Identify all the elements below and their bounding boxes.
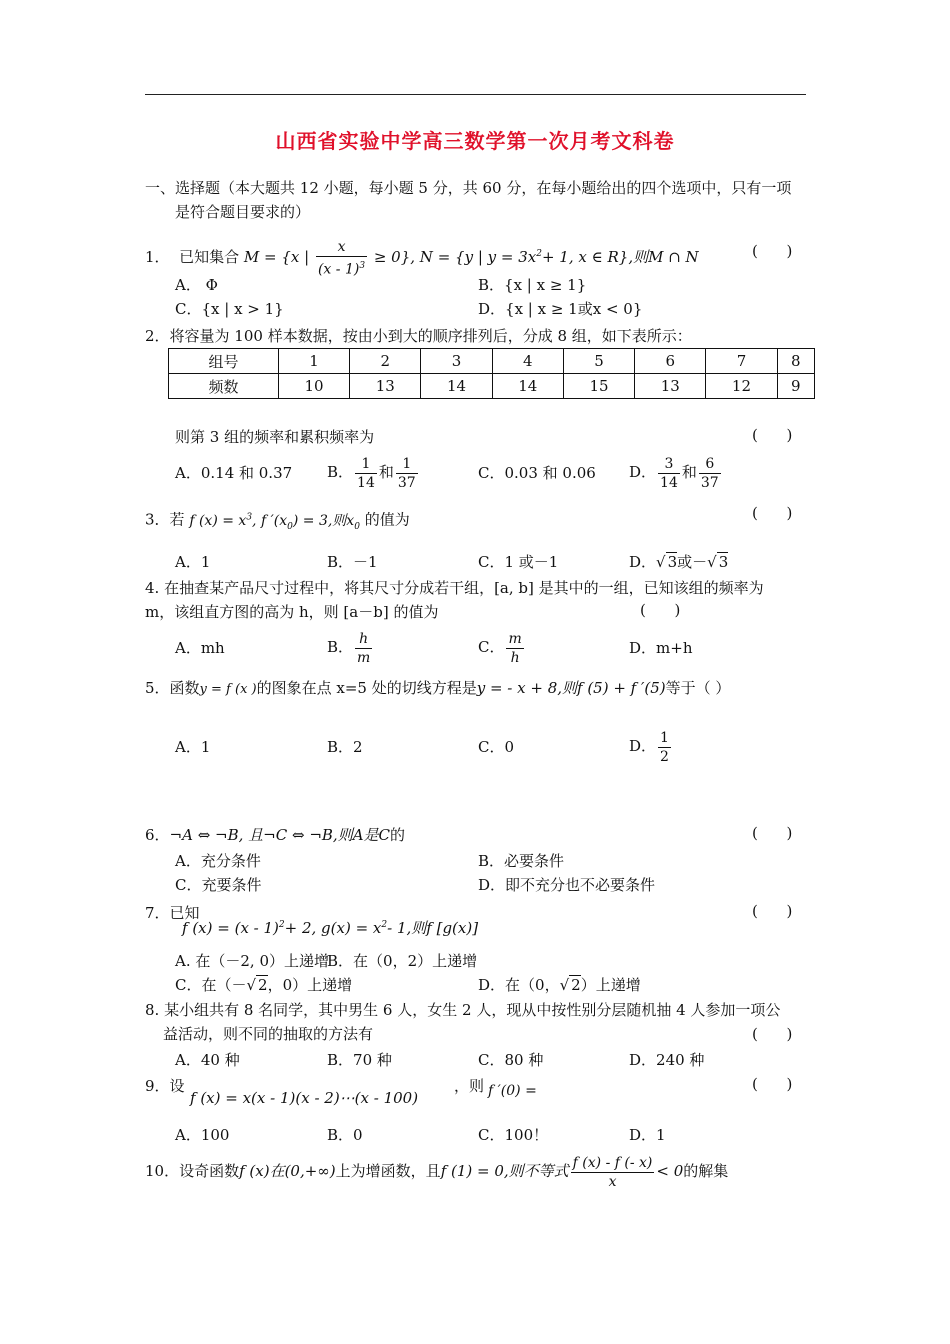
option-c: C．{x | x > 1}: [175, 300, 284, 318]
header-rule: [145, 94, 806, 95]
table-row: [169, 374, 815, 399]
table-cell: 14: [492, 374, 563, 399]
option-d: D．{x | x ≥ 1或x < 0}: [478, 300, 643, 318]
option-d: D．m+h: [629, 639, 693, 657]
option-c: C．1 或－1: [478, 553, 559, 571]
page-title: 山西省实验中学高三数学第一次月考文科卷: [275, 129, 675, 153]
option-a: A．1: [175, 738, 211, 756]
option-a: A．充分条件: [175, 852, 261, 870]
table-row: [169, 349, 815, 374]
option-d: D．240 种: [629, 1051, 705, 1069]
option-a: A．mh: [175, 639, 225, 657]
answer-blank: ( ): [752, 1025, 793, 1043]
question-9: 9．设: [145, 1077, 185, 1095]
answer-blank: ( ): [752, 1075, 793, 1093]
question-6: 6．¬A ⇔ ¬B, 且¬C ⇔ ¬B,则A是C的: [145, 826, 406, 844]
option-c: C． $\frac{m}{h}$: [478, 630, 522, 666]
option-c: C．0: [478, 738, 515, 756]
option-a: A．40 种: [175, 1051, 240, 1069]
answer-blank: ( ): [752, 242, 793, 260]
table-cell: 9: [777, 374, 814, 399]
table-cell: 组号: [169, 349, 279, 374]
question-9-expr2: f ′(0) =: [488, 1083, 537, 1099]
option-c: C．0.03 和 0.06: [478, 464, 596, 482]
option-d: D．在（0，√ 2）上递增: [478, 976, 641, 994]
option-c: C．在（－√ 2，0）上递增: [175, 976, 353, 994]
option-a: A． Φ: [175, 276, 218, 294]
table-cell: 12: [706, 374, 777, 399]
option-a: A．1: [175, 553, 211, 571]
option-a: A．0.14 和 0.37: [175, 464, 293, 482]
table-cell: 5: [563, 349, 634, 374]
question-9-expr: f (x) = x(x - 1)(x - 2)⋯(x - 100): [190, 1089, 419, 1107]
section-heading-cont: 是符合题目要求的）: [175, 203, 311, 221]
table-cell: 14: [421, 374, 492, 399]
option-c: C．80 种: [478, 1051, 544, 1069]
option-a: A. 在（－2, 0）上递增: [175, 952, 329, 970]
answer-blank: ( ): [752, 824, 793, 842]
option-b: B．在（0，2）上递增: [327, 952, 478, 970]
option-d: D．1: [629, 1126, 666, 1144]
option-b: B．70 种: [327, 1051, 392, 1069]
option-c: C．100！: [478, 1126, 549, 1144]
table-cell: 7: [706, 349, 777, 374]
option-b: B．0: [327, 1126, 363, 1144]
question-5: 5．函数y = f (x )的图象在点 x=5 处的切线方程是y = - x + 8,则f (5) + f ′(5)等于（ ）: [145, 679, 731, 697]
table-cell: 6: [635, 349, 706, 374]
question-2-prompt: 则第 3 组的频率和累积频率为: [175, 428, 375, 446]
table-cell: 3: [421, 349, 492, 374]
table-cell: 4: [492, 349, 563, 374]
table-cell: 15: [563, 374, 634, 399]
question-7: 7．已知: [145, 904, 200, 922]
answer-blank: ( ): [640, 601, 681, 619]
question-4-cont: m，该组直方图的高为 h，则 [a－b] 的值为: [145, 603, 439, 621]
question-3: 3．若 f $(x) = x^3$, f $'(x_0) = 3$,则$x_0$ 的值为: [145, 510, 410, 532]
question-8-cont: 益活动，则不同的抽取的方法有: [163, 1025, 374, 1043]
option-d: D．√ 3或－√ 3: [629, 553, 729, 571]
option-d: D． $\frac{3}{14}$ 和 $\frac{6}{37}$: [629, 455, 719, 491]
question-7-expr: f (x) = (x - 1)$^2$+ 2, $g(x) = x^2-$ 1,则f [g(x)]: [182, 919, 479, 937]
table-cell: 频数: [169, 374, 279, 399]
table-cell: 2: [350, 349, 421, 374]
frequency-table: [168, 348, 815, 399]
table-cell: 8: [777, 349, 814, 374]
option-b: B．2: [327, 738, 363, 756]
table-cell: 1: [278, 349, 349, 374]
option-b: B．{x | x ≥ 1}: [478, 276, 587, 294]
option-a: A．100: [175, 1126, 230, 1144]
answer-blank: ( ): [752, 504, 793, 522]
question-9-mid: ，则: [454, 1077, 485, 1095]
fraction: $\frac{x}{(x - 1)^3}$: [317, 238, 366, 278]
table-cell: 10: [278, 374, 349, 399]
option-b: B．－1: [327, 553, 378, 571]
option-b: B．必要条件: [478, 852, 565, 870]
option-c: C．充要条件: [175, 876, 262, 894]
table-cell: 13: [635, 374, 706, 399]
section-heading: 一、选择题（本大题共 12 小题，每小题 5 分，共 60 分，在每小题给出的四个选项中，只有一项: [145, 179, 792, 197]
question-1: 1． 已知集合 M = {x | $\frac{x}{(x - 1)^3}$ ≥ 0}, N = {y | $y = 3x^2+ 1$, x ∈ R},则M ∩ N: [145, 238, 699, 278]
question-10: 10．设奇函数f (x)在(0,+∞)上为增函数，且f (1) = 0,则不等式 $\frac{f (x) - f (- x)}{x}$ < 0的解集: [145, 1154, 729, 1190]
option-d: D．即不充分也不必要条件: [478, 876, 656, 894]
table-cell: 13: [350, 374, 421, 399]
option-b: B． $\frac{1}{14}$ 和 $\frac{1}{37}$: [327, 455, 416, 491]
answer-blank: ( ): [752, 902, 793, 920]
answer-blank: ( ): [752, 426, 793, 444]
question-4: 4. 在抽查某产品尺寸过程中，将其尺寸分成若干组，[a, b] 是其中的一组，已知该组的频率为: [145, 579, 764, 597]
option-b: B． $\frac{h}{m}$: [327, 630, 371, 666]
question-8: 8. 某小组共有 8 名同学，其中男生 6 人，女生 2 人，现从中按性别分层随机抽 4 人参加一项公: [145, 1001, 781, 1019]
option-d: D． $\frac{1}{2}$: [629, 729, 669, 765]
question-2: 2．将容量为 100 样本数据，按由小到大的顺序排列后，分成 8 组，如下表所示：: [145, 327, 692, 345]
